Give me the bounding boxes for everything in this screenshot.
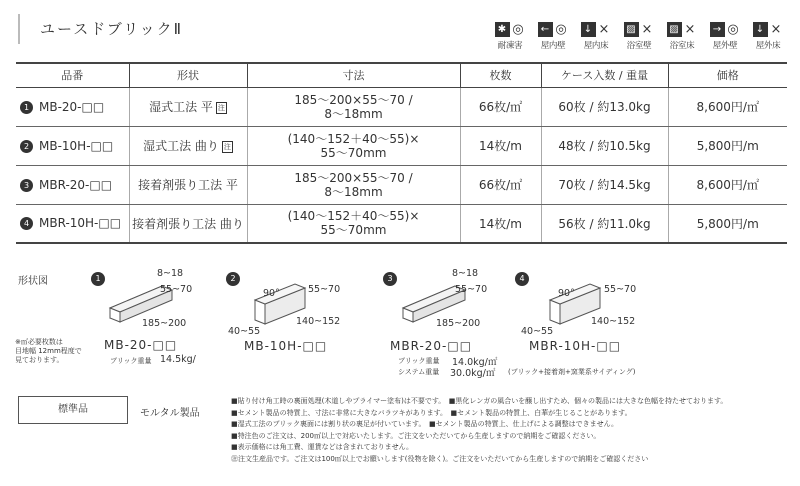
usage-label: 浴室壁 xyxy=(626,41,652,51)
note-item: ■セメント製品の特質上、寸法に非常に大きなバラツキがあります。 ■セメント製品の特質上、白華が生じることがあります。 xyxy=(231,408,632,417)
cell-case: 48枚 / 約10.5kg xyxy=(541,126,668,165)
spec-table xyxy=(16,62,787,244)
table-row xyxy=(16,126,787,165)
diagram-4-number: 4 xyxy=(515,272,529,286)
diagram-2-code: MB-10H-□□ xyxy=(244,339,328,353)
cell-price: 8,600円/㎡ xyxy=(668,87,787,126)
title-accent-bar xyxy=(18,14,20,44)
shape-text: 接着剤張り工法 平 xyxy=(138,178,238,192)
diagram-4-return: 40~55 xyxy=(521,326,554,337)
row-number: 4 xyxy=(20,217,33,230)
diagram-3-system-note: (ブリック+接着剤+窯業系サイディング) xyxy=(508,368,636,376)
usage-label: 屋外床 xyxy=(755,41,781,51)
diagram-2-height: 55~70 xyxy=(308,284,341,295)
product-title: ユースドブリックⅡ xyxy=(40,20,183,38)
diagram-4-angle: 90° xyxy=(558,288,575,299)
header-dimensions: 寸法 xyxy=(247,63,460,87)
diagram-4-height: 55~70 xyxy=(604,284,637,295)
header-quantity: 枚数 xyxy=(460,63,541,87)
diagram-2-number: 2 xyxy=(226,272,240,286)
cell-quantity: 66枚/㎡ xyxy=(460,165,541,204)
cell-quantity: 14枚/m xyxy=(460,126,541,165)
notes-block xyxy=(231,396,791,465)
usage-glyph: ◎ xyxy=(512,22,524,37)
usage-icon-row xyxy=(492,22,786,51)
table-row xyxy=(16,165,787,204)
usage-label: 屋外壁 xyxy=(712,41,738,51)
usage-label: 屋内壁 xyxy=(540,41,566,51)
usage-label: 屋内床 xyxy=(583,41,609,51)
usage-glyph: ▨ xyxy=(624,22,639,37)
shapes-label: 形状図 xyxy=(18,276,48,287)
dims-line-2: 8～18mm xyxy=(324,184,383,199)
dims-line-1: 185～200×55～70 / xyxy=(294,170,413,185)
row-number: 3 xyxy=(20,179,33,192)
cell-price: 5,800円/m xyxy=(668,126,787,165)
diagram-3-height: 55~70 xyxy=(455,284,488,295)
diagram-1-weight-value: 14.5kg/ xyxy=(160,354,196,365)
diagram-3-system-weight-label: システム重量 xyxy=(398,368,440,376)
usage-glyph: × xyxy=(641,22,653,37)
header-price: 価格 xyxy=(668,63,787,87)
usage-glyph: ← xyxy=(538,22,553,37)
diagram-3-length: 185~200 xyxy=(436,318,481,329)
usage-label: 浴室床 xyxy=(669,41,695,51)
usage-glyph: ▨ xyxy=(667,22,682,37)
cell-shape xyxy=(129,87,247,126)
bathroom-wall-icon xyxy=(621,22,657,51)
note-line: 見ております。 xyxy=(15,356,64,364)
cell-price: 5,800円/m xyxy=(668,204,787,243)
usage-glyph: ↓ xyxy=(753,22,768,37)
row-number: 1 xyxy=(20,101,33,114)
dims-line-1: 185～200×55～70 / xyxy=(294,92,413,107)
product-code: MBR-10H-□□ xyxy=(39,216,122,231)
diagram-2-length: 140~152 xyxy=(296,316,341,327)
cell-case: 70枚 / 約14.5kg xyxy=(541,165,668,204)
mortar-product-label: モルタル製品 xyxy=(140,408,200,419)
usage-label: 耐凍害 xyxy=(497,41,523,51)
diagram-3-brick-flat xyxy=(393,280,513,340)
diagram-2-angle: 90° xyxy=(263,288,280,299)
shape-text: 湿式工法 曲り xyxy=(143,139,219,153)
cell-dimensions xyxy=(247,126,460,165)
dims-line-2: 55～70mm xyxy=(320,145,387,160)
usage-glyph: × xyxy=(598,22,610,37)
note-item: ■湿式工法のブリック裏面には割り状の裏足が付いています。 ■セメント製品の特質上、仕上げによる調整はできません。 xyxy=(231,420,619,428)
diagram-4-length: 140~152 xyxy=(591,316,636,327)
custom-order-icon: 注 xyxy=(217,103,225,112)
header-code: 品番 xyxy=(16,63,129,87)
dims-line-1: (140～152＋40～55)× xyxy=(287,209,420,224)
header-shape: 形状 xyxy=(129,63,247,87)
dims-line-2: 8～18mm xyxy=(324,106,383,121)
diagram-2-return: 40~55 xyxy=(228,326,261,337)
table-row xyxy=(16,87,787,126)
cell-price: 8,600円/㎡ xyxy=(668,165,787,204)
cell-dimensions xyxy=(247,165,460,204)
cell-shape xyxy=(129,126,247,165)
row-number: 2 xyxy=(20,140,33,153)
dims-line-2: 55～70mm xyxy=(320,223,387,238)
cell-dimensions xyxy=(247,204,460,243)
diagram-1-thickness: 8~18 xyxy=(157,268,184,279)
diagram-1-length: 185~200 xyxy=(142,318,187,329)
cell-code xyxy=(16,126,129,165)
cell-quantity: 66枚/㎡ xyxy=(460,87,541,126)
diagram-3-code: MBR-20-□□ xyxy=(390,339,473,353)
shape-text: 湿式工法 平 xyxy=(149,100,213,114)
usage-glyph: × xyxy=(684,22,696,37)
note-item: ㊟注文生産品です。ご注文は100㎡以上でお願いします(役物を除く)。ご注文をいただいてから生産しますので納期をご確認ください xyxy=(231,454,649,463)
usage-glyph: → xyxy=(710,22,725,37)
dims-line-1: (140～152＋40～55)× xyxy=(287,131,420,146)
cell-case: 60枚 / 約13.0kg xyxy=(541,87,668,126)
diagram-1-height: 55~70 xyxy=(160,284,193,295)
bathroom-floor-icon xyxy=(664,22,700,51)
standard-product-box: 標準品 xyxy=(18,396,128,424)
shape-text: 接着剤張り工法 曲り xyxy=(132,216,244,231)
cell-quantity: 14枚/m xyxy=(460,204,541,243)
joint-width-note xyxy=(15,338,82,365)
diagram-4-code: MBR-10H-□□ xyxy=(529,339,622,353)
cell-dimensions xyxy=(247,87,460,126)
note-item: ■表示価格には角工費、運賃などは含まれておりません。 xyxy=(231,443,414,451)
diagram-3-brick-weight-value: 14.0kg/㎡ xyxy=(452,357,498,368)
cell-shape xyxy=(129,165,247,204)
diagram-3-number: 3 xyxy=(383,272,397,286)
note-item: ■特注色のご注文は、200㎡以上で対応いたします。ご注文をいただいてから生産しますので納期をご確認ください。 xyxy=(231,431,601,440)
usage-glyph: × xyxy=(770,22,782,37)
diagram-3-brick-weight-label: ブリック重量 xyxy=(398,357,440,365)
exterior-wall-icon xyxy=(707,22,743,51)
usage-glyph: ✱ xyxy=(495,22,510,37)
product-code: MB-10H-□□ xyxy=(39,138,114,153)
frost-resistant-icon xyxy=(492,22,528,51)
interior-floor-icon xyxy=(578,22,614,51)
diagram-1-code: MB-20-□□ xyxy=(104,338,178,352)
diagram-1-number: 1 xyxy=(91,272,105,286)
diagram-3-thickness: 8~18 xyxy=(452,268,479,279)
product-code: MB-20-□□ xyxy=(39,99,105,114)
table-row xyxy=(16,204,787,243)
header-case-weight: ケース入数 / 重量 xyxy=(541,63,668,87)
cell-code xyxy=(16,165,129,204)
cell-code xyxy=(16,87,129,126)
cell-shape xyxy=(129,204,247,243)
usage-glyph: ◎ xyxy=(555,22,567,37)
interior-wall-icon xyxy=(535,22,571,51)
diagram-1-weight-label: ブリック重量 xyxy=(110,357,152,365)
exterior-floor-icon xyxy=(750,22,786,51)
note-line: 目地幅 12mm程度で xyxy=(15,347,82,355)
cell-code xyxy=(16,204,129,243)
cell-case: 56枚 / 約11.0kg xyxy=(541,204,668,243)
usage-glyph: ↓ xyxy=(581,22,596,37)
note-item: ■貼り付け角工時の裏面処理(木道しやプライマー塗布)は不要です。 ■黒化レンガの風合いを醸し出すため、個々の製品には大きな色幅を持たせております。 xyxy=(231,397,728,405)
product-code: MBR-20-□□ xyxy=(39,177,113,192)
diagram-3-system-weight-value: 30.0kg/㎡ xyxy=(450,368,496,379)
custom-order-icon: 注 xyxy=(223,142,231,151)
usage-glyph: ◎ xyxy=(727,22,739,37)
note-line: ※㎡必要枚数は xyxy=(15,338,63,346)
